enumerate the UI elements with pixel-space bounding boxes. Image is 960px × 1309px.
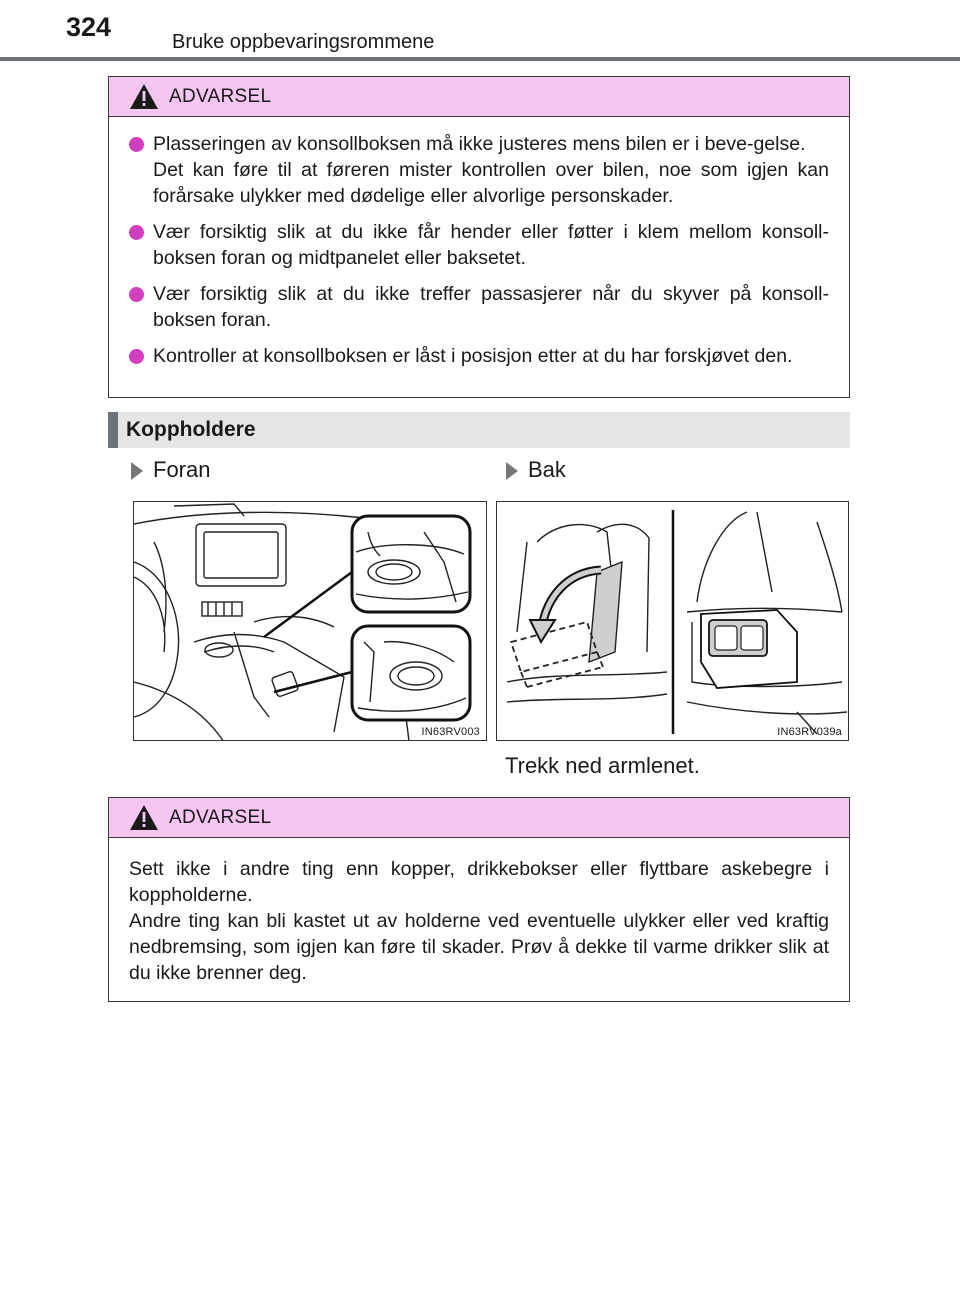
warning-body <box>109 117 849 369</box>
warning-box-console <box>108 76 850 398</box>
bullet-text: Vær forsiktig slik at du ikke treffer passasjerer når du skyver på konsoll-boksen foran. <box>153 283 829 331</box>
page-number: 324 <box>66 12 112 42</box>
figure-front-cupholders <box>133 501 487 741</box>
warning-triangle-icon <box>129 83 159 110</box>
warning-header <box>109 77 849 117</box>
warning-title: ADVARSEL <box>169 807 272 828</box>
rear-armrest-illustration <box>497 502 849 741</box>
bullet-text: Kontroller at konsollboksen er låst i posisjon etter at du har forskjøvet den. <box>153 345 793 367</box>
bullet-dot-icon <box>129 287 144 302</box>
warning-triangle-icon <box>129 804 159 831</box>
warning-body <box>109 838 849 986</box>
warning-bullet <box>129 219 829 271</box>
section-title: Bruke oppbevaringsrommene <box>172 31 435 53</box>
figure-label-rear: Bak <box>528 457 566 482</box>
bullet-dot-icon <box>129 225 144 240</box>
figure-rear-cupholders <box>496 501 849 741</box>
warning-bullet <box>129 343 829 369</box>
section-subheading <box>108 412 850 448</box>
figure-label-front: Foran <box>153 457 211 482</box>
bullet-text: Vær forsiktig slik at du ikke får hender eller føtter i klem mellom konsoll-boksen foran og midtpanelet eller baksetet. <box>153 221 829 269</box>
figure-code: IN63RV039a <box>777 726 842 738</box>
triangle-bullet-icon <box>131 462 143 480</box>
warning-box-cupholders <box>108 797 850 1002</box>
header-rule <box>0 57 960 61</box>
figure-code: IN63RV003 <box>421 726 480 738</box>
warning-title: ADVARSEL <box>169 86 272 107</box>
front-console-illustration <box>134 502 487 741</box>
bullet-text: Plasseringen av konsollboksen må ikke justeres mens bilen er i beve-gelse. Det kan føre til at føreren mister kontrollen over bilen, noe som igjen kan forårsake ulykker med dødelige eller alvorlige personskader. <box>153 133 829 207</box>
warning-paragraph: Andre ting kan bli kastet ut av holderne ved eventuelle ulykker eller ved kraftig nedbremsing, som igjen kan føre til skader. Prøv å dekke til varme drikker slik at du ikke brenner deg. <box>129 910 829 984</box>
warning-bullet <box>129 281 829 333</box>
bullet-dot-icon <box>129 349 144 364</box>
subheading-text: Koppholdere <box>126 418 256 441</box>
warning-bullet <box>129 131 829 209</box>
warning-paragraph: Sett ikke i andre ting enn kopper, drikkebokser eller flyttbare askebegre i koppholderne. <box>129 858 829 906</box>
rear-caption: Trekk ned armlenet. <box>505 753 700 778</box>
triangle-bullet-icon <box>506 462 518 480</box>
page-header <box>0 0 960 53</box>
bullet-dot-icon <box>129 137 144 152</box>
warning-header <box>109 798 849 838</box>
